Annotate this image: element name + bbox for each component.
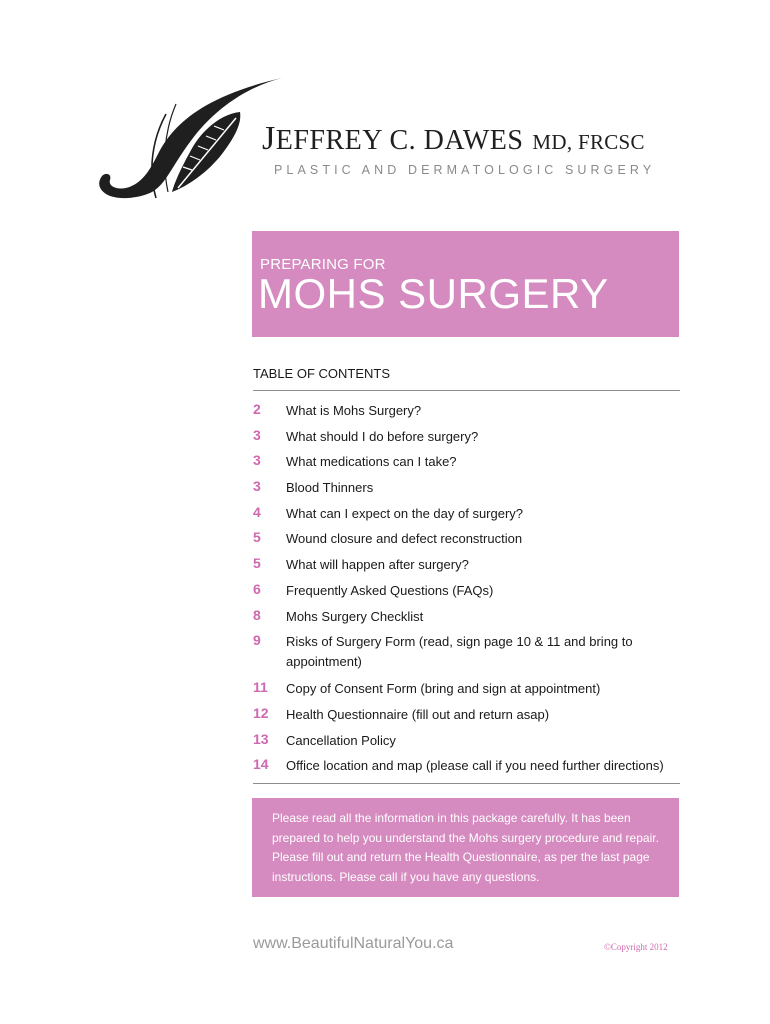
toc-page-number: 2 xyxy=(253,401,261,417)
toc-item[interactable] xyxy=(253,727,680,753)
toc-bottom-divider xyxy=(253,783,680,784)
toc-item-title: Mohs Surgery Checklist xyxy=(286,608,424,624)
toc-item-title: Office location and map (please call if you need further directions) xyxy=(286,758,664,774)
toc-page-number: 6 xyxy=(253,580,261,597)
toc-page-number: 12 xyxy=(253,704,269,721)
toc-page-number: 8 xyxy=(253,606,261,623)
website-link[interactable]: www.BeautifulNaturalYou.ca xyxy=(253,935,454,952)
toc-item[interactable] xyxy=(253,423,680,449)
toc-item-title: Cancellation Policy xyxy=(286,732,396,748)
toc-item-title: What is Mohs Surgery? xyxy=(286,403,422,418)
title-banner xyxy=(252,231,679,337)
notice-text: Please read all the information in this package carefully. It has been prepared to help you understand the Mohs surgery procedure and repair. Please fill out and return the Health Questionnaire, as per the last page instructions. Please call if you have any questions. xyxy=(272,811,659,884)
toc-item[interactable] xyxy=(253,675,680,701)
toc-item[interactable] xyxy=(253,500,680,526)
feather-leaf-logo-icon xyxy=(92,74,282,202)
toc-heading: TABLE OF CONTENTS xyxy=(253,366,390,381)
toc-item-title: Blood Thinners xyxy=(286,480,374,496)
toc-item-title: What should I do before surgery? xyxy=(286,428,479,444)
doctor-name-initial: J xyxy=(262,120,276,157)
toc-item-title: Frequently Asked Questions (FAQs) xyxy=(286,582,494,598)
toc-item[interactable] xyxy=(253,448,680,474)
page-title: MOHS SURGERY xyxy=(258,270,609,317)
toc-page-number: 14 xyxy=(253,756,269,773)
table-of-contents xyxy=(253,397,680,778)
toc-item-title: Copy of Consent Form (bring and sign at appointment) xyxy=(286,681,601,697)
toc-item-title: What will happen after surgery? xyxy=(286,557,469,573)
toc-item[interactable] xyxy=(253,551,680,577)
toc-page-number: 5 xyxy=(253,529,261,546)
toc-item[interactable] xyxy=(253,752,680,778)
toc-item[interactable] xyxy=(253,397,680,423)
doctor-name xyxy=(262,122,645,156)
toc-top-divider xyxy=(253,390,680,391)
toc-page-number: 3 xyxy=(253,478,261,495)
toc-page-number: 3 xyxy=(253,452,261,469)
notice-panel xyxy=(252,798,679,897)
toc-page-number: 9 xyxy=(253,632,261,649)
doctor-credentials: MD, FRCSC xyxy=(532,130,645,154)
toc-item-title: Wound closure and defect reconstruction xyxy=(286,531,523,547)
toc-item-title: What medications can I take? xyxy=(286,454,457,470)
toc-item-title: Health Questionnaire (fill out and return asap) xyxy=(286,706,550,722)
toc-item[interactable] xyxy=(253,603,680,629)
toc-item-title: What can I expect on the day of surgery? xyxy=(286,505,524,521)
copyright-text: ©Copyright 2012 xyxy=(604,942,668,952)
toc-item[interactable] xyxy=(253,577,680,603)
toc-page-number: 11 xyxy=(253,679,268,696)
toc-page-number: 3 xyxy=(253,426,261,443)
practice-tagline: PLASTIC AND DERMATOLOGIC SURGERY xyxy=(274,163,656,177)
toc-page-number: 13 xyxy=(253,730,269,747)
banner-pretitle: PREPARING FOR xyxy=(260,256,386,273)
doctor-name-rest: EFFREY C. DAWES xyxy=(275,125,524,156)
toc-item[interactable] xyxy=(253,701,680,727)
toc-item[interactable] xyxy=(253,525,680,551)
toc-page-number: 5 xyxy=(253,555,261,572)
toc-page-number: 4 xyxy=(253,503,261,520)
toc-item[interactable] xyxy=(253,628,680,675)
toc-item-title: Risks of Surgery Form (read, sign page 10 & 11 and bring to appointment) xyxy=(286,634,633,670)
toc-item[interactable] xyxy=(253,474,680,500)
